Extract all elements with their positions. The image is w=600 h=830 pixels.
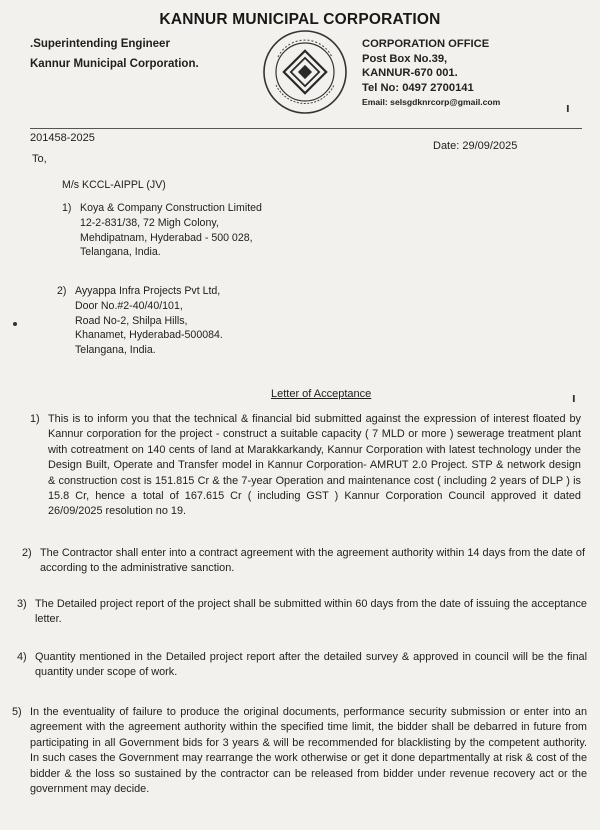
clause-text: The Contractor shall enter into a contract agreement with the agreement authority within 14 days from the date of according to the administrative sanction. bbox=[40, 547, 585, 575]
clause-text: The Detailed project report of the project shall be submitted within 60 days from the date of issuing the acceptance letter. bbox=[35, 598, 587, 626]
clause-text: In the eventuality of failure to produce the original documents, performance security submission or enter into an agreement with the agreement authority within the specified time limit, the bidder shall be debarred in future from participating in all Government bids for 3 years & will be recommended for blacklisting by the competent authority. In such cases the Government may rearrange the work otherwise or get it done departmentally at risk & cost of the bidder & the loss so sustained by the contractor can be released from bidder under revenue recovery act or the government may decide. bbox=[30, 706, 587, 796]
sender-office: Kannur Municipal Corporation. bbox=[30, 58, 199, 70]
address-block-2 bbox=[57, 284, 223, 358]
office-pobox: Post Box No.39, bbox=[362, 52, 448, 65]
office-phone: Tel No: 0497 2700141 bbox=[362, 81, 474, 94]
addressee-name: M/s KCCL-AIPPL (JV) bbox=[62, 179, 166, 191]
reference-number: 201458-2025 bbox=[30, 132, 95, 144]
clause-number: 2) bbox=[22, 547, 32, 559]
margin-mark: ı bbox=[572, 390, 576, 405]
clause-text: This is to inform you that the technical & financial bid submitted against the expression of interest floated by Kannur corporation for the project - construct a suitable capacity ( 7 MLD or more ) sewerage treatment plant with cotreatment on 140 cents of land at Marakkarkandy, Kannur Corporation with latest technology under the Design Built, Operate and Transfer model in Kannur Corporation- AMRUT 2.0 Project. STP & network design & construction cost is 151.815 Cr & the 7-year Operation and maintenance cost ( including 2 years of DLP ) is 15.8 Cr, hence a total of 167.615 Cr ( including GST ) Kannur Corporation Council approved it dated 26/09/2025 resolution no 19. bbox=[48, 413, 581, 518]
office-contact-block bbox=[362, 37, 500, 110]
clause-number: 5) bbox=[12, 706, 22, 718]
address-block-1 bbox=[62, 201, 262, 260]
clause-text: Quantity mentioned in the Detailed project report after the detailed survey & approved in council will be the final quantity under scope of work. bbox=[35, 651, 587, 679]
address-line: Road No-2, Shilpa Hills, bbox=[75, 314, 188, 327]
office-city: KANNUR-670 001. bbox=[362, 67, 458, 79]
letter-subject: Letter of Acceptance bbox=[271, 388, 372, 400]
address-line: 12-2-831/38, 72 Migh Colony, bbox=[80, 216, 219, 229]
address-line: Telangana, India. bbox=[75, 344, 156, 357]
to-label: To, bbox=[32, 153, 47, 165]
clause-4 bbox=[17, 650, 587, 681]
letter-date: Date: 29/09/2025 bbox=[433, 140, 518, 152]
clause-3 bbox=[17, 597, 587, 628]
address-line: Door No.#2-40/40/101, bbox=[75, 299, 183, 312]
margin-mark: ı bbox=[566, 100, 570, 115]
clause-5 bbox=[12, 705, 587, 797]
letterhead-title: KANNUR MUNICIPAL CORPORATION bbox=[159, 11, 441, 28]
address-line: Khanamet, Hyderabad-500084. bbox=[75, 329, 223, 342]
clause-number: 4) bbox=[17, 651, 27, 663]
clause-number: 3) bbox=[17, 598, 27, 610]
margin-dot bbox=[13, 322, 17, 326]
office-name: CORPORATION OFFICE bbox=[362, 38, 490, 50]
clause-1 bbox=[30, 412, 581, 520]
address-line: Koya & Company Construction Limited bbox=[80, 202, 262, 214]
sender-designation: .Superintending Engineer bbox=[30, 38, 170, 50]
clause-2 bbox=[22, 546, 585, 577]
sender-block bbox=[30, 34, 199, 74]
address-number: 1) bbox=[62, 202, 72, 214]
clause-number: 1) bbox=[30, 413, 40, 425]
corporation-seal-icon bbox=[262, 29, 348, 115]
address-line: Ayyappa Infra Projects Pvt Ltd, bbox=[75, 285, 221, 297]
address-number: 2) bbox=[57, 285, 67, 297]
address-line: Mehdipatnam, Hyderabad - 500 028, bbox=[80, 231, 253, 244]
office-email: Email: selsgdknrcorp@gmail.com bbox=[362, 97, 501, 107]
address-line: Telangana, India. bbox=[80, 246, 161, 259]
header-divider bbox=[30, 128, 582, 129]
